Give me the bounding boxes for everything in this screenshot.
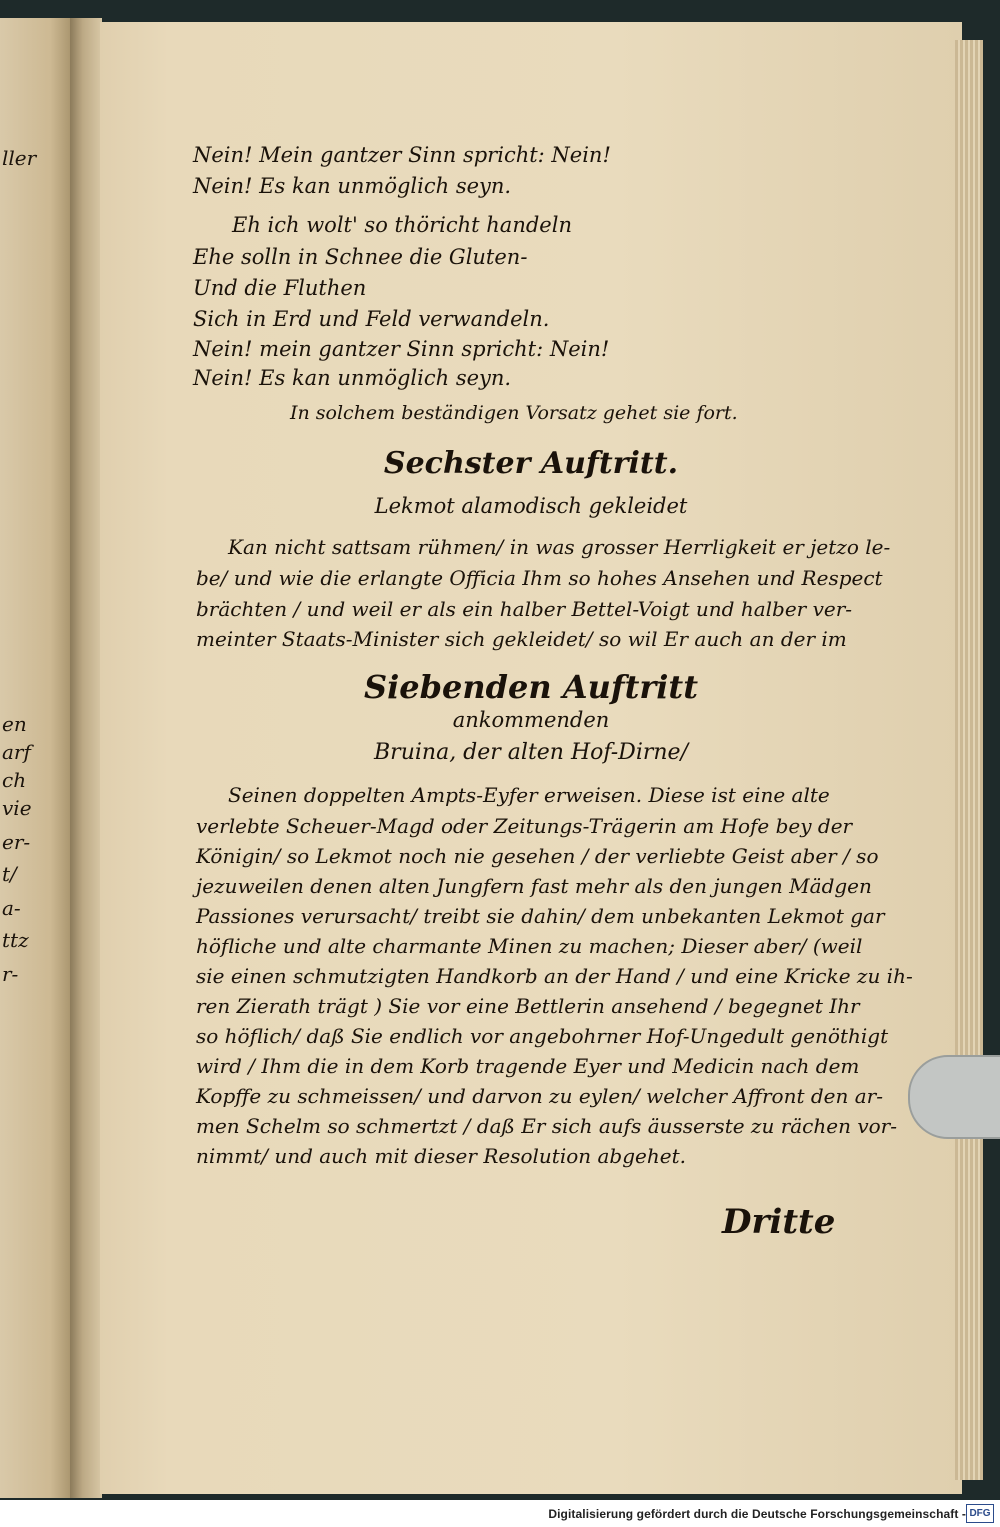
- margin-fragment: a-: [2, 896, 21, 920]
- verse-line: Ehe solln in Schnee die Gluten-: [193, 245, 528, 269]
- margin-fragment: ch: [2, 768, 27, 792]
- scene6-heading: Sechster Auftritt.: [383, 446, 679, 481]
- scene7-heading: Siebenden Auftritt: [364, 668, 698, 706]
- body-line: Passiones verursacht/ treibt sie dahin/ dem unbekanten Lekmot gar: [196, 904, 885, 928]
- scene7-subheading: ankommenden: [452, 708, 610, 732]
- verse-line: Nein! Mein gantzer Sinn spricht: Nein!: [193, 143, 611, 167]
- body-line: brächten / und weil er als ein halber Bettel-Voigt und halber ver-: [196, 597, 853, 621]
- scene7-character: Bruina, der alten Hof-Dirne/: [374, 740, 688, 765]
- book-gutter: [70, 18, 102, 1498]
- scene6-subheading: Lekmot alamodisch gekleidet: [374, 494, 688, 518]
- body-line: meinter Staats-Minister sich gekleidet/ so wil Er auch an der im: [196, 627, 847, 651]
- stage-direction: In solchem beständigen Vorsatz gehet sie fort.: [290, 402, 738, 424]
- margin-fragment: vie: [2, 796, 32, 820]
- verse-line: Sich in Erd und Feld verwandeln.: [193, 307, 550, 331]
- verse-line: Nein! Es kan unmöglich seyn.: [193, 366, 512, 390]
- margin-fragment: r-: [2, 962, 19, 986]
- dfg-logo-icon: DFG: [966, 1504, 994, 1523]
- body-line: Kan nicht sattsam rühmen/ in was grosser Herrligkeit er jetzo le-: [228, 535, 891, 559]
- margin-fragment: er-: [2, 830, 31, 854]
- catchword: Dritte: [722, 1202, 836, 1242]
- body-line: sie einen schmutzigten Handkorb an der Hand / und eine Kricke zu ih-: [196, 964, 913, 988]
- margin-fragment: ller: [2, 146, 37, 170]
- body-line: so höflich/ daß Sie endlich vor angebohrner Hof-Ungedult genöthigt: [196, 1024, 889, 1048]
- body-line: ren Zierath trägt ) Sie vor eine Bettlerin ansehend / begegnet Ihr: [196, 994, 860, 1018]
- verse-line: Nein! Es kan unmöglich seyn.: [193, 174, 512, 198]
- margin-fragment: en: [2, 712, 27, 736]
- verse-line: Und die Fluthen: [193, 276, 367, 300]
- body-line: Seinen doppelten Ampts-Eyfer erweisen. Diese ist eine alte: [228, 783, 830, 807]
- body-line: be/ und wie die erlangte Officia Ihm so hohes Ansehen und Respect: [196, 566, 883, 590]
- body-line: höfliche und alte charmante Minen zu machen; Dieser aber/ (weil: [196, 934, 863, 958]
- footer-credit: Digitalisierung gefördert durch die Deutsche Forschungsgemeinschaft -: [548, 1507, 966, 1521]
- verse-line: Eh ich wolt' so thöricht handeln: [232, 213, 572, 237]
- margin-fragment: t/: [2, 862, 17, 886]
- body-line: Königin/ so Lekmot noch nie gesehen / der verliebte Geist aber / so: [196, 844, 879, 868]
- body-line: nimmt/ und auch mit dieser Resolution abgehet.: [196, 1144, 686, 1168]
- body-line: men Schelm so schmertzt / daß Er sich aufs äusserste zu rächen vor-: [196, 1114, 897, 1138]
- body-line: jezuweilen denen alten Jungfern fast mehr als den jungen Mädgen: [196, 874, 872, 898]
- thumb-holding-page: [908, 1055, 1000, 1139]
- verse-line: Nein! mein gantzer Sinn spricht: Nein!: [193, 337, 610, 361]
- body-line: verlebte Scheuer-Magd oder Zeitungs-Trägerin am Hofe bey der: [196, 814, 853, 838]
- body-line: Kopffe zu schmeissen/ und darvon zu eylen/ welcher Affront den ar-: [196, 1084, 883, 1108]
- margin-fragment: ttz: [2, 928, 29, 952]
- margin-fragment: arf: [2, 740, 31, 764]
- body-line: wird / Ihm die in dem Korb tragende Eyer und Medicin nach dem: [196, 1054, 860, 1078]
